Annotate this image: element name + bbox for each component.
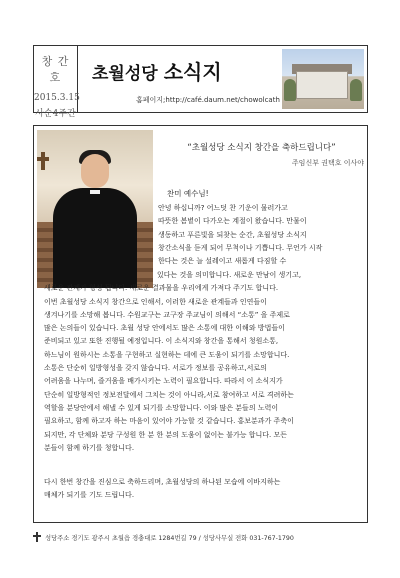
text-line: 매체가 되기를 기도 드립니다.	[44, 491, 135, 500]
issue-date: 2015.3.15	[34, 93, 80, 103]
message-author: 주임신부 권택호 이사야	[291, 159, 364, 167]
church-photo	[282, 49, 364, 109]
issue-info	[34, 46, 80, 119]
text-line: 다시 한번 창간을 진심으로 축하드리며, 초월성당의 하나된 모습에 이바지하는	[44, 478, 281, 486]
text-line: 있다는 것을 의미합니다. 새로운 만남이 생기고,	[157, 271, 302, 279]
paragraph-main	[44, 269, 364, 455]
text-line: 생동하고 푸른빛을 되찾는 순간, 초월성당 소식지	[158, 230, 307, 239]
text-line: 준비되고 있고 또한 진행될 예정입니다. 이 소식지와 창간을 통해서 청원소통,	[44, 337, 279, 346]
homepage-link[interactable]: 홈페이지;http://café.daum.net/chowolcath	[136, 96, 280, 104]
footer-address: 성당주소 경기도 광주시 초월읍 경충대로 1284번길 79 / 성당사무실 전화 031-767-1790	[45, 534, 294, 542]
text-line: 분들이 함께 하기를 청합니다.	[44, 443, 135, 452]
newsletter-title	[92, 56, 222, 85]
title-area	[78, 46, 367, 112]
text-line: 단순히 일방형적인 정보전달에서 그치는 것이 아니라,서로 참여하고 서로 격려하는	[44, 390, 294, 399]
text-line: 이번 초월성당 소식지 창간으로 인해서, 이러한 새로운 관계들과 인연들이	[44, 297, 267, 306]
text-line: 역할을 분당안에서 해낼 수 있게 되기를 소망합니다. 이와 많은 분들의 노력이	[44, 403, 279, 412]
text-line: 생겨나기를 소망해 봅니다. 수원교구는 교구장 주교님이 의해서 “소통” 을 주제로	[44, 310, 290, 319]
text-line: 한다는 것은 늘 설레이고 새롭게 다짐할 수	[158, 257, 287, 266]
priest-photo	[37, 130, 153, 288]
cross-icon	[33, 532, 41, 542]
title-main: 초월성당	[92, 64, 158, 84]
text-line: 새로운 관계가 형성 됩니다. 새로운 결과물을 우리에게 가져다 주기도 합니다.	[44, 284, 279, 293]
title-accent: 소식지	[163, 60, 222, 84]
paragraph-closing	[44, 476, 364, 503]
text-line: 안녕 하십니까? 어느덧 찬 기운이 물러가고	[158, 204, 288, 212]
liturgical-week: 사순4주간	[35, 109, 76, 119]
issue-label: 창 간 호	[41, 55, 70, 84]
message-box	[33, 125, 368, 523]
text-line: 따뜻한 봄볕이 다가오는 계절이 왔습니다. 만물이	[158, 217, 307, 226]
text-line: 필요하고, 함께 하고자 하는 마음이 있어야 가능할 것 같습니다. 홍보분과가 주축이	[44, 417, 294, 426]
footer	[33, 532, 368, 542]
text-line: 되지만, 각 단체와 분당 구성원 한 분 한 분의 도움이 없이는 불가능 합니다. 모든	[44, 430, 287, 439]
text-line: 어려움을 나누며, 즐거움을 배가시키는 노력이 필요합니다. 따라서 이 소식지가	[44, 377, 283, 386]
message-title: “초월성당 소식지 창간을 축하드립니다”	[187, 143, 336, 153]
text-line: 창간소식을 듣게 되어 무척이나 기쁩니다. 무언가 시작	[158, 243, 323, 252]
greeting: 찬미 예수님!	[167, 189, 209, 198]
paragraph-intro	[158, 202, 363, 268]
newsletter-header	[33, 45, 368, 119]
text-line: 하느님이 원하시는 소통을 구현하고 실현하는 데에 큰 도움이 되기를 소망합니다.	[44, 350, 290, 359]
text-line: 많은 논의들이 있습니다. 초월 성당 안에서도 많은 소통에 대한 이해와 방법들이	[44, 324, 285, 333]
text-line: 소통은 단순히 일방형성을 갖지 않습니다. 서로가 정보를 공유하고,서로의	[44, 364, 267, 373]
